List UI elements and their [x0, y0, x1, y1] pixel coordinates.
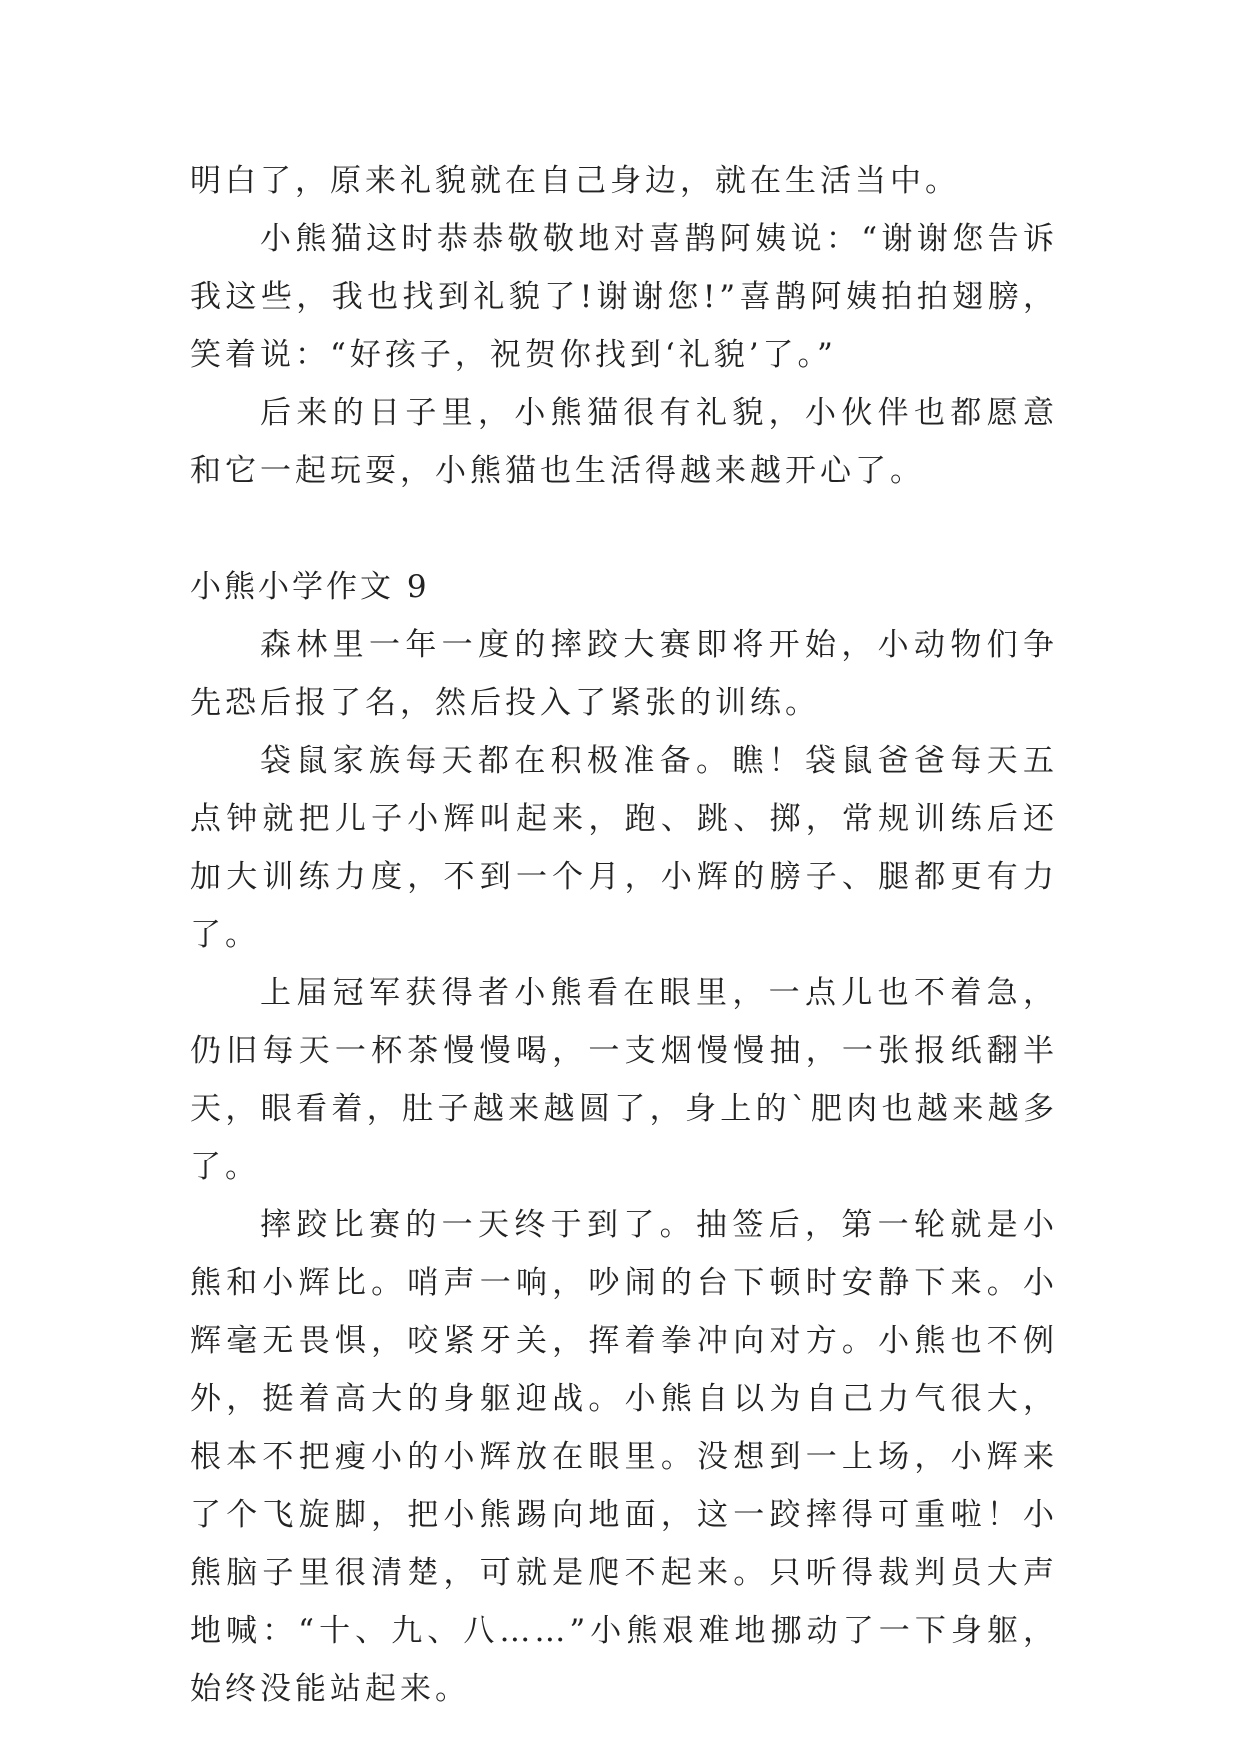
paragraph-bear-lazy: 上届冠军获得者小熊看在眼里，一点儿也不着急，仍旧每天一杯茶慢慢喝，一支烟慢慢抽，一张报纸翻半天，眼看着，肚子越来越圆了，身上的`肥肉也越来越多了。	[190, 975, 1058, 1185]
paragraph-contest-intro: 森林里一年一度的摔跤大赛即将开始，小动物们争先恐后报了名，然后投入了紧张的训练。	[190, 627, 1058, 721]
paragraph-ending: 后来的日子里，小熊猫很有礼貌，小伙伴也都愿意和它一起玩耍，小熊猫也生活得越来越开心了。	[190, 395, 1058, 489]
paragraph-kangaroo-training: 袋鼠家族每天都在积极准备。瞧！袋鼠爸爸每天五点钟就把儿子小辉叫起来，跑、跳、掷，常规训练后还加大训练力度，不到一个月，小辉的膀子、腿都更有力了。	[190, 743, 1058, 953]
paragraph-thanks: 小熊猫这时恭恭敬敬地对喜鹊阿姨说：“谢谢您告诉我这些，我也找到礼貌了!谢谢您!”喜鹊阿姨拍拍翅膀，笑着说：“好孩子，祝贺你找到‘礼貌’了。”	[190, 221, 1058, 373]
section-title: 小熊小学作文 9	[190, 569, 430, 605]
section-gap	[190, 500, 1058, 558]
paragraph-match: 摔跤比赛的一天终于到了。抽签后，第一轮就是小熊和小辉比。哨声一响，吵闹的台下顿时安静下来。小辉毫无畏惧，咬紧牙关，挥着拳冲向对方。小熊也不例外，挺着高大的身躯迎战。小熊自以为自己力气很大，根本不把瘦小的小辉放在眼里。没想到一上场，小辉来了个飞旋脚，把小熊踢向地面，这一跤摔得可重啦！小熊脑子里很清楚，可就是爬不起来。只听得裁判员大声地喊：“十、九、八……”小熊艰难地挪动了一下身躯，始终没能站起来。	[190, 1207, 1058, 1707]
paragraph-continuation: 明白了，原来礼貌就在自己身边，就在生活当中。	[190, 163, 960, 199]
document-body	[190, 152, 1058, 1718]
